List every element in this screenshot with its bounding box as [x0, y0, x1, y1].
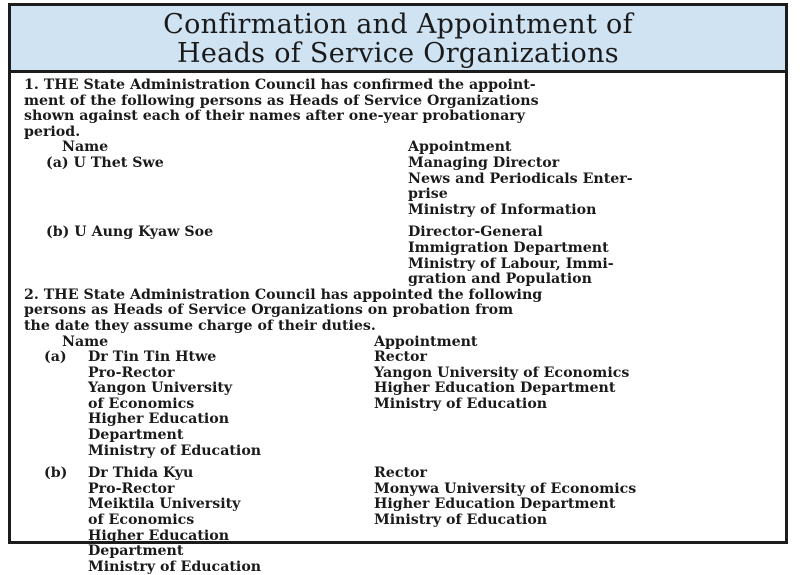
section-1-header-row [24, 140, 779, 156]
entry-row [24, 272, 779, 288]
current-post-line: Pro-Rector [88, 364, 175, 381]
announcement-box [8, 3, 788, 575]
entry-row [24, 257, 779, 273]
section-2 [24, 288, 779, 575]
appointee-name: Dr Thida Kyu [88, 465, 194, 482]
entry-row [24, 444, 779, 460]
current-post-line: of Economics [88, 395, 195, 412]
entry-row [24, 544, 779, 560]
current-post-line: Meiktila University [88, 496, 241, 513]
current-post-line: Department [88, 427, 184, 444]
appointment-line: Yangon University of Economics [374, 364, 630, 381]
entry-row [24, 366, 779, 382]
appointment-line: Higher Education Department [374, 380, 616, 397]
appointment-line: prise [408, 186, 448, 203]
section-2-text-line: 2. THE State Administration Council has appointed the following [24, 286, 543, 303]
entry-row [24, 560, 779, 575]
appointment-line: Ministry of Information [408, 201, 597, 218]
entry-row [24, 397, 779, 413]
entry-row [24, 203, 779, 219]
section-1-text-line: ment of the following persons as Heads of Service Organizations [24, 92, 539, 109]
appointment-line: gration and Population [408, 271, 592, 288]
entry-marker: (b) [44, 465, 68, 482]
appointment-line: Rector [374, 465, 427, 482]
title-line-1: Confirmation and Appointment of [163, 9, 633, 40]
section-2-text-line: the date they assume charge of their duties. [24, 317, 376, 334]
current-post-line: Department [88, 543, 184, 560]
current-post-line: of Economics [88, 512, 195, 529]
appointment-line: Ministry of Labour, Immi- [408, 255, 614, 272]
name-column-header: Name [62, 139, 109, 156]
appointment-column-header: Appointment [374, 333, 478, 350]
section-1-text-line: period. [24, 123, 81, 140]
appointment-line: Rector [374, 349, 427, 366]
entry-row [24, 497, 779, 513]
entry-marker: (a) [44, 349, 67, 366]
title-line-2: Heads of Service Organizations [177, 38, 619, 69]
current-post-line: Ministry of Education [88, 442, 262, 459]
appointment-line: Ministry of Education [374, 395, 548, 412]
current-post-line: Higher Education [88, 411, 230, 428]
section-1-entry-b [24, 225, 779, 241]
section-2-header-row [24, 335, 779, 351]
appointment-line: Immigration Department [408, 239, 609, 256]
entry-row [24, 412, 779, 428]
appointment-line: Managing Director [408, 154, 560, 171]
appointee-name: (b) U Aung Kyaw Soe [46, 224, 214, 241]
current-post-line: Ministry of Education [88, 558, 262, 575]
appointment-line: Higher Education Department [374, 496, 616, 513]
section-1 [24, 78, 779, 288]
appointment-line: Ministry of Education [374, 512, 548, 529]
entry-row [24, 187, 779, 203]
appointment-line: News and Periodicals Enter- [408, 170, 633, 187]
entry-row [24, 241, 779, 257]
entry-row [24, 428, 779, 444]
section-2-entry-a [24, 350, 779, 366]
entry-row [24, 513, 779, 529]
current-post-line: Yangon University [88, 380, 233, 397]
name-column-header: Name [62, 333, 109, 350]
section-1-text-line: shown against each of their names after one-year probationary [24, 108, 525, 125]
section-2-entry-b [24, 466, 779, 482]
current-post-line: Higher Education [88, 527, 230, 544]
entry-row [24, 529, 779, 545]
current-post-line: Pro-Rector [88, 480, 175, 497]
appointee-name: Dr Tin Tin Htwe [88, 349, 217, 366]
section-1-text-line: 1. THE State Administration Council has confirmed the appoint- [24, 77, 536, 93]
entry-row [24, 172, 779, 188]
entry-row [24, 381, 779, 397]
title-band [11, 6, 785, 73]
appointment-line: Director-General [408, 224, 543, 241]
appointment-column-header: Appointment [408, 139, 512, 156]
entry-row [24, 482, 779, 498]
section-2-text-line: persons as Heads of Service Organizations on probation from [24, 302, 514, 319]
appointment-line: Monywa University of Economics [374, 480, 637, 497]
announcement-body [24, 77, 779, 575]
appointee-name: (a) U Thet Swe [46, 154, 164, 171]
section-1-entry-a [24, 156, 779, 172]
